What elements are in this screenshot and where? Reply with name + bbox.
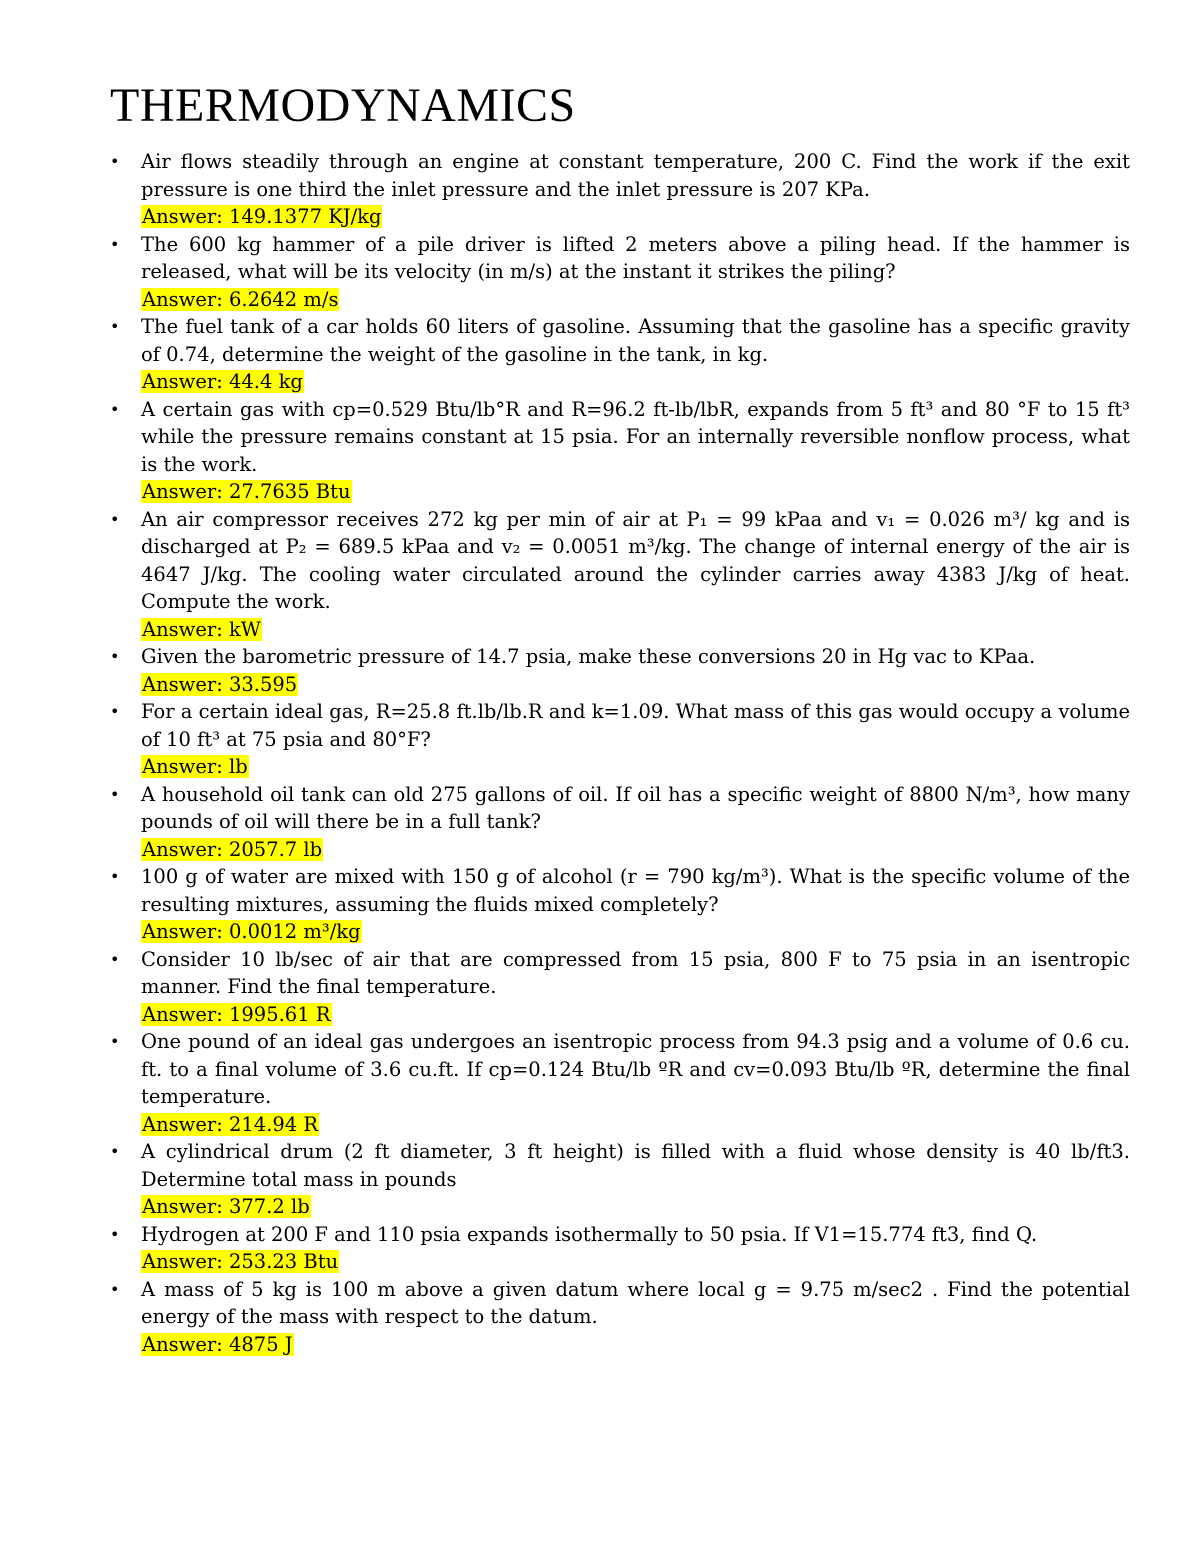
answer-highlight: Answer: 253.23 Btu (142, 1250, 339, 1273)
bullet-icon: • (110, 784, 120, 804)
question-text: The 600 kg hammer of a pile driver is lifted 2 meters above a piling head. If the hammer is released, what will be its velocity (in m/s) at the instant it strikes the piling? (141, 232, 1130, 283)
list-item (110, 643, 1130, 698)
bullet-icon: • (110, 152, 120, 171)
bullet-icon: • (110, 1224, 120, 1244)
answer-highlight: Answer: 149.1377 KJ/kg (142, 205, 382, 228)
question-text: An air compressor receives 272 kg per min of air at P₁ = 99 kPaa and v₁ = 0.026 m³/ kg and is discharged at P₂ = 689.5 kPaa and v₂ = 0.0051 m³/kg. The change of internal energy of the air is 4647 J/kg. The cooling water circulated around the cylinder carries away 4383 J/kg of heat. Compute the work. (141, 507, 1130, 613)
answer-highlight: Answer: 1995.61 R (142, 1002, 331, 1026)
list-item (110, 781, 1130, 864)
question-text: The fuel tank of a car holds 60 liters of gasoline. Assuming that the gasoline has a specific gravity of 0.74, determine the weight of the gasoline in the tank, in kg. (141, 315, 1130, 366)
bullet-icon: • (110, 647, 120, 666)
list-item (110, 698, 1130, 781)
bullet-icon: • (110, 702, 120, 721)
list-item (110, 148, 1130, 231)
answer-highlight: Answer: 44.4 kg (142, 370, 303, 393)
list-item (110, 863, 1130, 946)
question-text: A cylindrical drum (2 ft diameter, 3 ft height) is filled with a fluid whose density is 40 lb/ft3. Determine total mass in pounds (141, 1140, 1130, 1191)
document-title: THERMODYNAMICS (110, 79, 576, 132)
question-text: For a certain ideal gas, R=25.8 ft.lb/lb.R and k=1.09. What mass of this gas would occupy a volume of 10 ft³ at 75 psia and 80°F? (141, 700, 1130, 751)
list-item (110, 1221, 1130, 1276)
list-item (110, 506, 1130, 644)
answer-highlight: Answer: 4875 J (142, 1332, 293, 1356)
question-text: Given the barometric pressure of 14.7 psia, make these conversions 20 in Hg vac to KPaa. (141, 645, 1036, 668)
answer-highlight: Answer: 377.2 lb (142, 1195, 310, 1218)
question-text: Hydrogen at 200 F and 110 psia expands isothermally to 50 psia. If V1=15.774 ft3, find Q. (141, 1222, 1038, 1246)
question-text: A household oil tank can old 275 gallons of oil. If oil has a specific weight of 8800 N/m³, how many pounds of oil will there be in a full tank? (141, 782, 1130, 833)
answer-highlight: Answer: kW (142, 617, 261, 641)
list-item (110, 313, 1130, 396)
answer-highlight: Answer: 33.595 (142, 672, 298, 696)
bullet-icon: • (110, 399, 120, 419)
question-text: A mass of 5 kg is 100 m above a given datum where local g = 9.75 m/sec2 . Find the potential energy of the mass with respect to the datum. (141, 1277, 1130, 1328)
document-page (110, 78, 1130, 1358)
bullet-icon: • (110, 1279, 120, 1299)
answer-highlight: Answer: 0.0012 m³/kg (142, 920, 361, 943)
answer-highlight: Answer: lb (142, 755, 248, 778)
question-list (110, 148, 1130, 1358)
list-item (110, 946, 1130, 1029)
question-text: 100 g of water are mixed with 150 g of alcohol (r = 790 kg/m³). What is the specific volume of the resulting mixtures, assuming the fluids mixed completely? (141, 865, 1130, 916)
bullet-icon: • (110, 317, 120, 336)
question-text: Air flows steadily through an engine at constant temperature, 200 C. Find the work if the exit pressure is one third the inlet pressure and the inlet pressure is 207 KPa. (141, 150, 1130, 201)
answer-highlight: Answer: 214.94 R (142, 1112, 319, 1136)
bullet-icon: • (110, 867, 120, 886)
list-item (110, 396, 1130, 506)
bullet-icon: • (110, 949, 120, 969)
bullet-icon: • (110, 509, 120, 529)
list-item (110, 1276, 1130, 1359)
question-text: Consider 10 lb/sec of air that are compressed from 15 psia, 800 F to 75 psia in an isentropic manner. Find the final temperature. (141, 947, 1130, 998)
answer-highlight: Answer: 27.7635 Btu (142, 480, 351, 503)
list-item (110, 1028, 1130, 1138)
bullet-icon: • (110, 1032, 120, 1051)
bullet-icon: • (110, 234, 120, 254)
list-item (110, 231, 1130, 314)
question-text: One pound of an ideal gas undergoes an isentropic process from 94.3 psig and a volume of 0.6 cu. ft. to a final volume of 3.6 cu.ft. If cp=0.124 Btu/lb ºR and cv=0.093 Btu/lb ºR, determine the final temperature. (141, 1030, 1130, 1108)
list-item (110, 1138, 1130, 1221)
question-text: A certain gas with cp=0.529 Btu/lb°R and R=96.2 ft-lb/lbR, expands from 5 ft³ and 80 °F to 15 ft³ while the pressure remains constant at 15 psia. For an internally reversible nonflow process, what is the work. (141, 397, 1130, 476)
answer-highlight: Answer: 6.2642 m/s (142, 287, 339, 311)
bullet-icon: • (110, 1142, 120, 1161)
answer-highlight: Answer: 2057.7 lb (142, 837, 323, 861)
